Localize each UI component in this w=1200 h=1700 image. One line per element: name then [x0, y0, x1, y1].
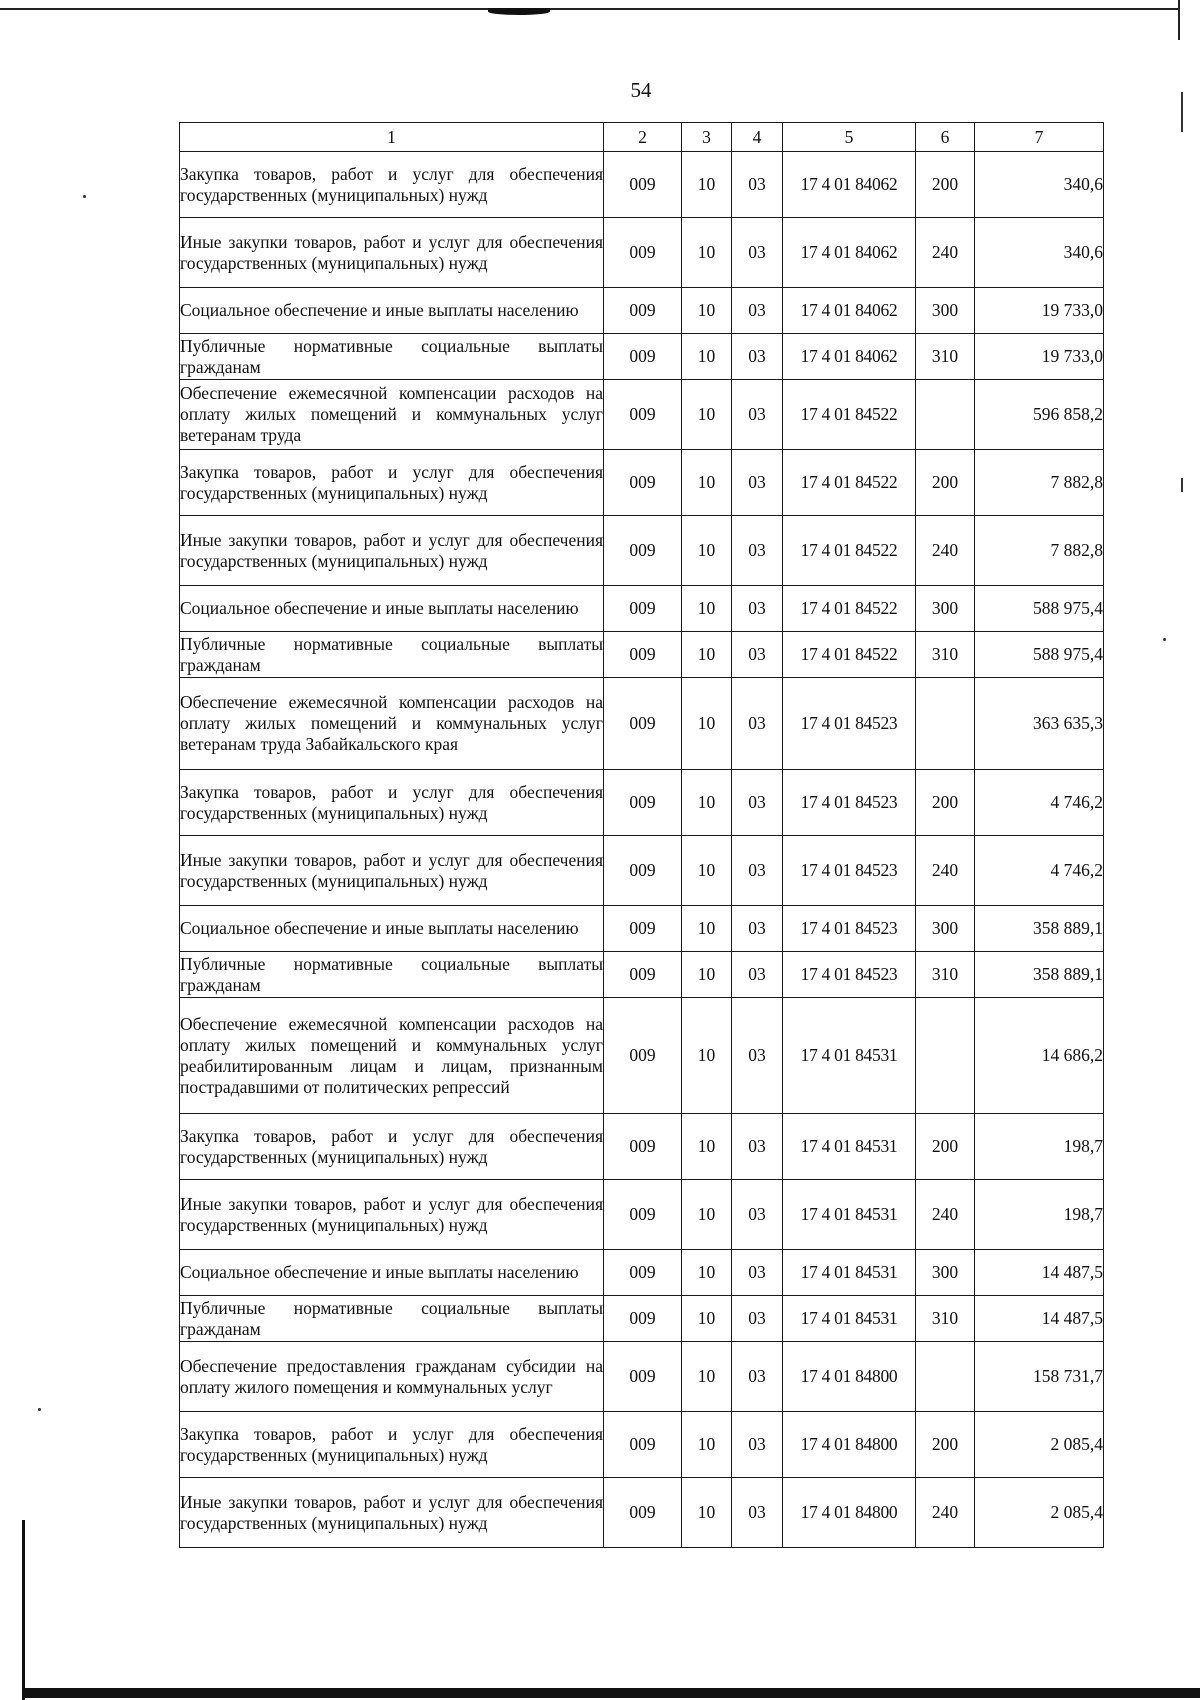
- section-code: 10: [682, 288, 732, 334]
- target-article-code: 17 4 01 84523: [783, 906, 916, 952]
- amount: 19 733,0: [975, 334, 1104, 380]
- ministry-code: 009: [604, 1296, 682, 1342]
- subsection-code: 03: [732, 1478, 783, 1548]
- target-article-code: 17 4 01 84522: [783, 516, 916, 586]
- target-article-code: 17 4 01 84522: [783, 380, 916, 450]
- item-name: Иные закупки товаров, работ и услуг для обеспечения государственных (муниципальных) нужд: [180, 836, 604, 906]
- target-article-code: 17 4 01 84531: [783, 1250, 916, 1296]
- amount: 358 889,1: [975, 952, 1104, 998]
- ministry-code: 009: [604, 1250, 682, 1296]
- scan-edge-right: [1178, 0, 1180, 40]
- table-row: [180, 1478, 1104, 1548]
- subsection-code: 03: [732, 1250, 783, 1296]
- item-name: Публичные нормативные социальные выплаты гражданам: [180, 952, 604, 998]
- amount: 2 085,4: [975, 1478, 1104, 1548]
- subsection-code: 03: [732, 836, 783, 906]
- subsection-code: 03: [732, 770, 783, 836]
- budget-table: [179, 122, 1104, 1548]
- section-code: 10: [682, 952, 732, 998]
- item-name: Социальное обеспечение и иные выплаты населению: [180, 1250, 604, 1296]
- table-row: [180, 632, 1104, 678]
- expense-type-code: 300: [916, 586, 975, 632]
- subsection-code: 03: [732, 952, 783, 998]
- ministry-code: 009: [604, 516, 682, 586]
- section-code: 10: [682, 632, 732, 678]
- subsection-code: 03: [732, 998, 783, 1114]
- ministry-code: 009: [604, 380, 682, 450]
- target-article-code: 17 4 01 84522: [783, 632, 916, 678]
- amount: 363 635,3: [975, 678, 1104, 770]
- table-row: [180, 678, 1104, 770]
- section-code: 10: [682, 1180, 732, 1250]
- column-header: 5: [783, 123, 916, 152]
- ministry-code: 009: [604, 218, 682, 288]
- amount: 7 882,8: [975, 450, 1104, 516]
- scan-speck: [38, 1408, 41, 1411]
- column-header: 4: [732, 123, 783, 152]
- subsection-code: 03: [732, 1412, 783, 1478]
- section-code: 10: [682, 1478, 732, 1548]
- ministry-code: 009: [604, 632, 682, 678]
- subsection-code: 03: [732, 380, 783, 450]
- target-article-code: 17 4 01 84062: [783, 334, 916, 380]
- table-row: [180, 1114, 1104, 1180]
- expense-type-code: [916, 380, 975, 450]
- scan-edge-bottom: [22, 1688, 1200, 1698]
- table-body: [180, 152, 1104, 1548]
- target-article-code: 17 4 01 84531: [783, 1296, 916, 1342]
- expense-type-code: 200: [916, 450, 975, 516]
- item-name: Иные закупки товаров, работ и услуг для обеспечения государственных (муниципальных) нужд: [180, 1478, 604, 1548]
- page-number: 54: [630, 78, 652, 102]
- item-name: Иные закупки товаров, работ и услуг для обеспечения государственных (муниципальных) нужд: [180, 516, 604, 586]
- table-row: [180, 1342, 1104, 1412]
- expense-type-code: 310: [916, 952, 975, 998]
- table-row: [180, 1412, 1104, 1478]
- expense-type-code: 300: [916, 1250, 975, 1296]
- table-row: [180, 1250, 1104, 1296]
- subsection-code: 03: [732, 586, 783, 632]
- amount: 596 858,2: [975, 380, 1104, 450]
- amount: 358 889,1: [975, 906, 1104, 952]
- target-article-code: 17 4 01 84062: [783, 288, 916, 334]
- table-row: [180, 334, 1104, 380]
- ministry-code: 009: [604, 1342, 682, 1412]
- item-name: Публичные нормативные социальные выплаты гражданам: [180, 1296, 604, 1342]
- table-row: [180, 1296, 1104, 1342]
- target-article-code: 17 4 01 84523: [783, 678, 916, 770]
- ministry-code: 009: [604, 998, 682, 1114]
- ministry-code: 009: [604, 906, 682, 952]
- item-name: Закупка товаров, работ и услуг для обеспечения государственных (муниципальных) нужд: [180, 1412, 604, 1478]
- section-code: 10: [682, 450, 732, 516]
- table-row: [180, 152, 1104, 218]
- column-header: 3: [682, 123, 732, 152]
- subsection-code: 03: [732, 1342, 783, 1412]
- section-code: 10: [682, 906, 732, 952]
- target-article-code: 17 4 01 84522: [783, 450, 916, 516]
- table-row: [180, 586, 1104, 632]
- table-row: [180, 770, 1104, 836]
- section-code: 10: [682, 1250, 732, 1296]
- scan-speck: [1181, 478, 1183, 492]
- expense-type-code: 240: [916, 218, 975, 288]
- ministry-code: 009: [604, 1180, 682, 1250]
- expense-type-code: 310: [916, 334, 975, 380]
- item-name: Социальное обеспечение и иные выплаты населению: [180, 906, 604, 952]
- expense-type-code: 310: [916, 632, 975, 678]
- item-name: Закупка товаров, работ и услуг для обеспечения государственных (муниципальных) нужд: [180, 450, 604, 516]
- target-article-code: 17 4 01 84523: [783, 836, 916, 906]
- subsection-code: 03: [732, 218, 783, 288]
- amount: 198,7: [975, 1180, 1104, 1250]
- subsection-code: 03: [732, 152, 783, 218]
- column-header: 6: [916, 123, 975, 152]
- section-code: 10: [682, 1342, 732, 1412]
- item-name: Социальное обеспечение и иные выплаты населению: [180, 288, 604, 334]
- item-name: Закупка товаров, работ и услуг для обеспечения государственных (муниципальных) нужд: [180, 1114, 604, 1180]
- table-row: [180, 450, 1104, 516]
- table-row: [180, 836, 1104, 906]
- ministry-code: 009: [604, 1478, 682, 1548]
- table-row: [180, 218, 1104, 288]
- amount: 7 882,8: [975, 516, 1104, 586]
- subsection-code: 03: [732, 678, 783, 770]
- subsection-code: 03: [732, 450, 783, 516]
- item-name: Иные закупки товаров, работ и услуг для обеспечения государственных (муниципальных) нужд: [180, 218, 604, 288]
- item-name: Обеспечение ежемесячной компенсации расходов на оплату жилых помещений и коммунальных услуг ветеранам труда: [180, 380, 604, 450]
- expense-type-code: 300: [916, 288, 975, 334]
- scan-edge-top: [0, 8, 1180, 10]
- expense-type-code: 240: [916, 516, 975, 586]
- subsection-code: 03: [732, 1180, 783, 1250]
- amount: 158 731,7: [975, 1342, 1104, 1412]
- target-article-code: 17 4 01 84062: [783, 152, 916, 218]
- expense-type-code: 200: [916, 770, 975, 836]
- expense-type-code: 240: [916, 1478, 975, 1548]
- target-article-code: 17 4 01 84531: [783, 998, 916, 1114]
- expense-type-code: 300: [916, 906, 975, 952]
- target-article-code: 17 4 01 84523: [783, 770, 916, 836]
- expense-type-code: 310: [916, 1296, 975, 1342]
- ministry-code: 009: [604, 450, 682, 516]
- section-code: 10: [682, 1114, 732, 1180]
- table-row: [180, 906, 1104, 952]
- section-code: 10: [682, 836, 732, 906]
- amount: 198,7: [975, 1114, 1104, 1180]
- amount: 340,6: [975, 152, 1104, 218]
- expense-type-code: [916, 678, 975, 770]
- section-code: 10: [682, 1412, 732, 1478]
- subsection-code: 03: [732, 516, 783, 586]
- expense-type-code: 200: [916, 1114, 975, 1180]
- expense-type-code: [916, 1342, 975, 1412]
- table-row: [180, 288, 1104, 334]
- amount: 4 746,2: [975, 770, 1104, 836]
- target-article-code: 17 4 01 84531: [783, 1114, 916, 1180]
- section-code: 10: [682, 152, 732, 218]
- target-article-code: 17 4 01 84531: [783, 1180, 916, 1250]
- amount: 588 975,4: [975, 586, 1104, 632]
- item-name: Публичные нормативные социальные выплаты гражданам: [180, 334, 604, 380]
- table-row: [180, 516, 1104, 586]
- expense-type-code: [916, 998, 975, 1114]
- item-name: Социальное обеспечение и иные выплаты населению: [180, 586, 604, 632]
- amount: 588 975,4: [975, 632, 1104, 678]
- item-name: Обеспечение ежемесячной компенсации расходов на оплату жилых помещений и коммунальных услуг реабилитированным лицам и лицам, признанным пострадавшими от политических репрессий: [180, 998, 604, 1114]
- ministry-code: 009: [604, 770, 682, 836]
- column-header: 7: [975, 123, 1104, 152]
- amount: 19 733,0: [975, 288, 1104, 334]
- amount: 4 746,2: [975, 836, 1104, 906]
- item-name: Иные закупки товаров, работ и услуг для обеспечения государственных (муниципальных) нужд: [180, 1180, 604, 1250]
- section-code: 10: [682, 334, 732, 380]
- section-code: 10: [682, 770, 732, 836]
- ministry-code: 009: [604, 586, 682, 632]
- ministry-code: 009: [604, 678, 682, 770]
- amount: 2 085,4: [975, 1412, 1104, 1478]
- amount: 340,6: [975, 218, 1104, 288]
- subsection-code: 03: [732, 632, 783, 678]
- ministry-code: 009: [604, 334, 682, 380]
- item-name: Закупка товаров, работ и услуг для обеспечения государственных (муниципальных) нужд: [180, 152, 604, 218]
- section-code: 10: [682, 1296, 732, 1342]
- ministry-code: 009: [604, 152, 682, 218]
- amount: 14 487,5: [975, 1296, 1104, 1342]
- scan-edge-left: [22, 1520, 25, 1700]
- expense-type-code: 200: [916, 152, 975, 218]
- scan-speck: [83, 195, 86, 198]
- column-header: 1: [180, 123, 604, 152]
- ministry-code: 009: [604, 952, 682, 998]
- subsection-code: 03: [732, 906, 783, 952]
- expense-type-code: 200: [916, 1412, 975, 1478]
- target-article-code: 17 4 01 84800: [783, 1412, 916, 1478]
- table-row: [180, 380, 1104, 450]
- target-article-code: 17 4 01 84800: [783, 1478, 916, 1548]
- table-row: [180, 998, 1104, 1114]
- column-header: 2: [604, 123, 682, 152]
- ministry-code: 009: [604, 1412, 682, 1478]
- section-code: 10: [682, 586, 732, 632]
- section-code: 10: [682, 678, 732, 770]
- subsection-code: 03: [732, 1296, 783, 1342]
- ministry-code: 009: [604, 1114, 682, 1180]
- header-row: [180, 123, 1104, 152]
- expense-type-code: 240: [916, 836, 975, 906]
- subsection-code: 03: [732, 1114, 783, 1180]
- section-code: 10: [682, 516, 732, 586]
- ministry-code: 009: [604, 836, 682, 906]
- target-article-code: 17 4 01 84062: [783, 218, 916, 288]
- expense-type-code: 240: [916, 1180, 975, 1250]
- subsection-code: 03: [732, 334, 783, 380]
- table-row: [180, 952, 1104, 998]
- ministry-code: 009: [604, 288, 682, 334]
- item-name: Публичные нормативные социальные выплаты гражданам: [180, 632, 604, 678]
- subsection-code: 03: [732, 288, 783, 334]
- scan-artifact: [488, 8, 550, 15]
- item-name: Обеспечение предоставления гражданам субсидии на оплату жилого помещения и коммунальных услуг: [180, 1342, 604, 1412]
- amount: 14 686,2: [975, 998, 1104, 1114]
- item-name: Закупка товаров, работ и услуг для обеспечения государственных (муниципальных) нужд: [180, 770, 604, 836]
- item-name: Обеспечение ежемесячной компенсации расходов на оплату жилых помещений и коммунальных услуг ветеранам труда Забайкальского края: [180, 678, 604, 770]
- target-article-code: 17 4 01 84800: [783, 1342, 916, 1412]
- scan-speck: [1163, 638, 1166, 641]
- amount: 14 487,5: [975, 1250, 1104, 1296]
- section-code: 10: [682, 380, 732, 450]
- table-row: [180, 1180, 1104, 1250]
- section-code: 10: [682, 218, 732, 288]
- target-article-code: 17 4 01 84523: [783, 952, 916, 998]
- section-code: 10: [682, 998, 732, 1114]
- target-article-code: 17 4 01 84522: [783, 586, 916, 632]
